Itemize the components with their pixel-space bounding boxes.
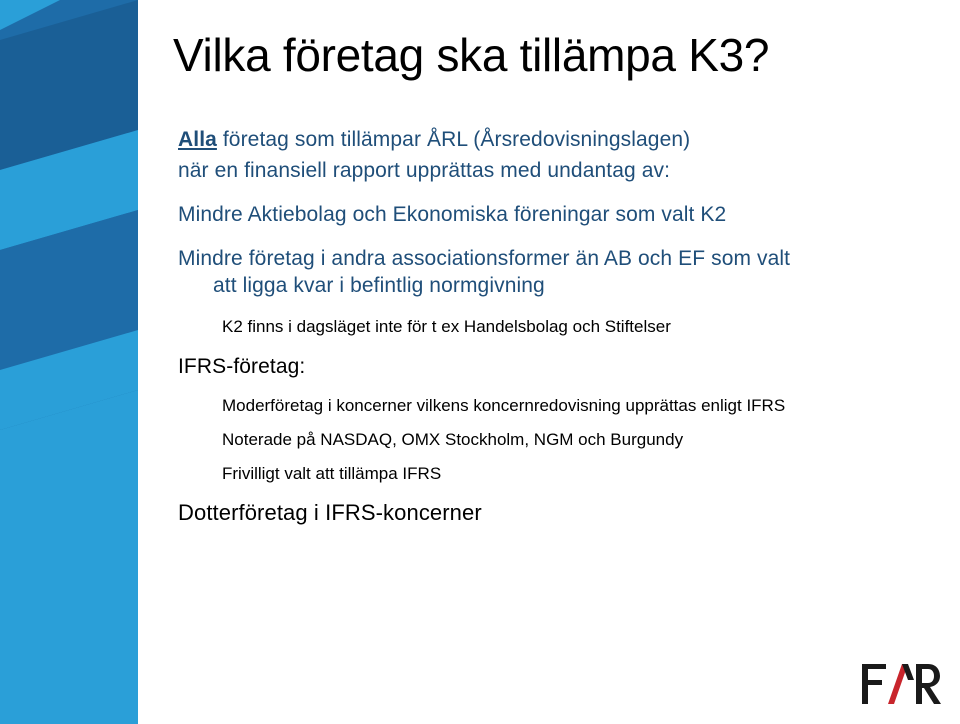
- ifrs-item-listed: Noterade på NASDAQ, OMX Stockholm, NGM och Burgundy: [222, 430, 684, 449]
- far-logo-icon: [858, 660, 944, 708]
- intro-line-2: när en finansiell rapport upprättas med undantag av:: [178, 159, 671, 182]
- exception-other-forms: Mindre företag i andra associationsformer än AB och EF som valt: [178, 247, 791, 270]
- band-shapes: [0, 0, 138, 724]
- subsidiaries-line: Dotterföretag i IFRS-koncerner: [178, 500, 482, 525]
- exception-k2: Mindre Aktiebolag och Ekonomiska föreningar som valt K2: [178, 203, 727, 226]
- slide-title: Vilka företag ska tillämpa K3?: [173, 29, 770, 81]
- intro-emphasis: Alla: [178, 128, 217, 151]
- exception-other-forms-cont: att ligga kvar i befintlig normgivning: [213, 274, 545, 297]
- intro-line-1-rest: företag som tillämpar ÅRL (Årsredovisningslagen): [216, 128, 691, 151]
- k2-note: K2 finns i dagsläget inte för t ex Handelsbolag och Stiftelser: [222, 317, 671, 336]
- far-logo: [858, 660, 944, 708]
- ifrs-item-voluntary: Frivilligt valt att tillämpa IFRS: [222, 464, 442, 483]
- ifrs-item-parent: Moderföretag i koncerner vilkens koncernredovisning upprättas enligt IFRS: [222, 396, 786, 415]
- intro-line-1: [178, 128, 690, 152]
- decorative-side-band: [0, 0, 138, 724]
- ifrs-heading: IFRS-företag:: [178, 355, 306, 378]
